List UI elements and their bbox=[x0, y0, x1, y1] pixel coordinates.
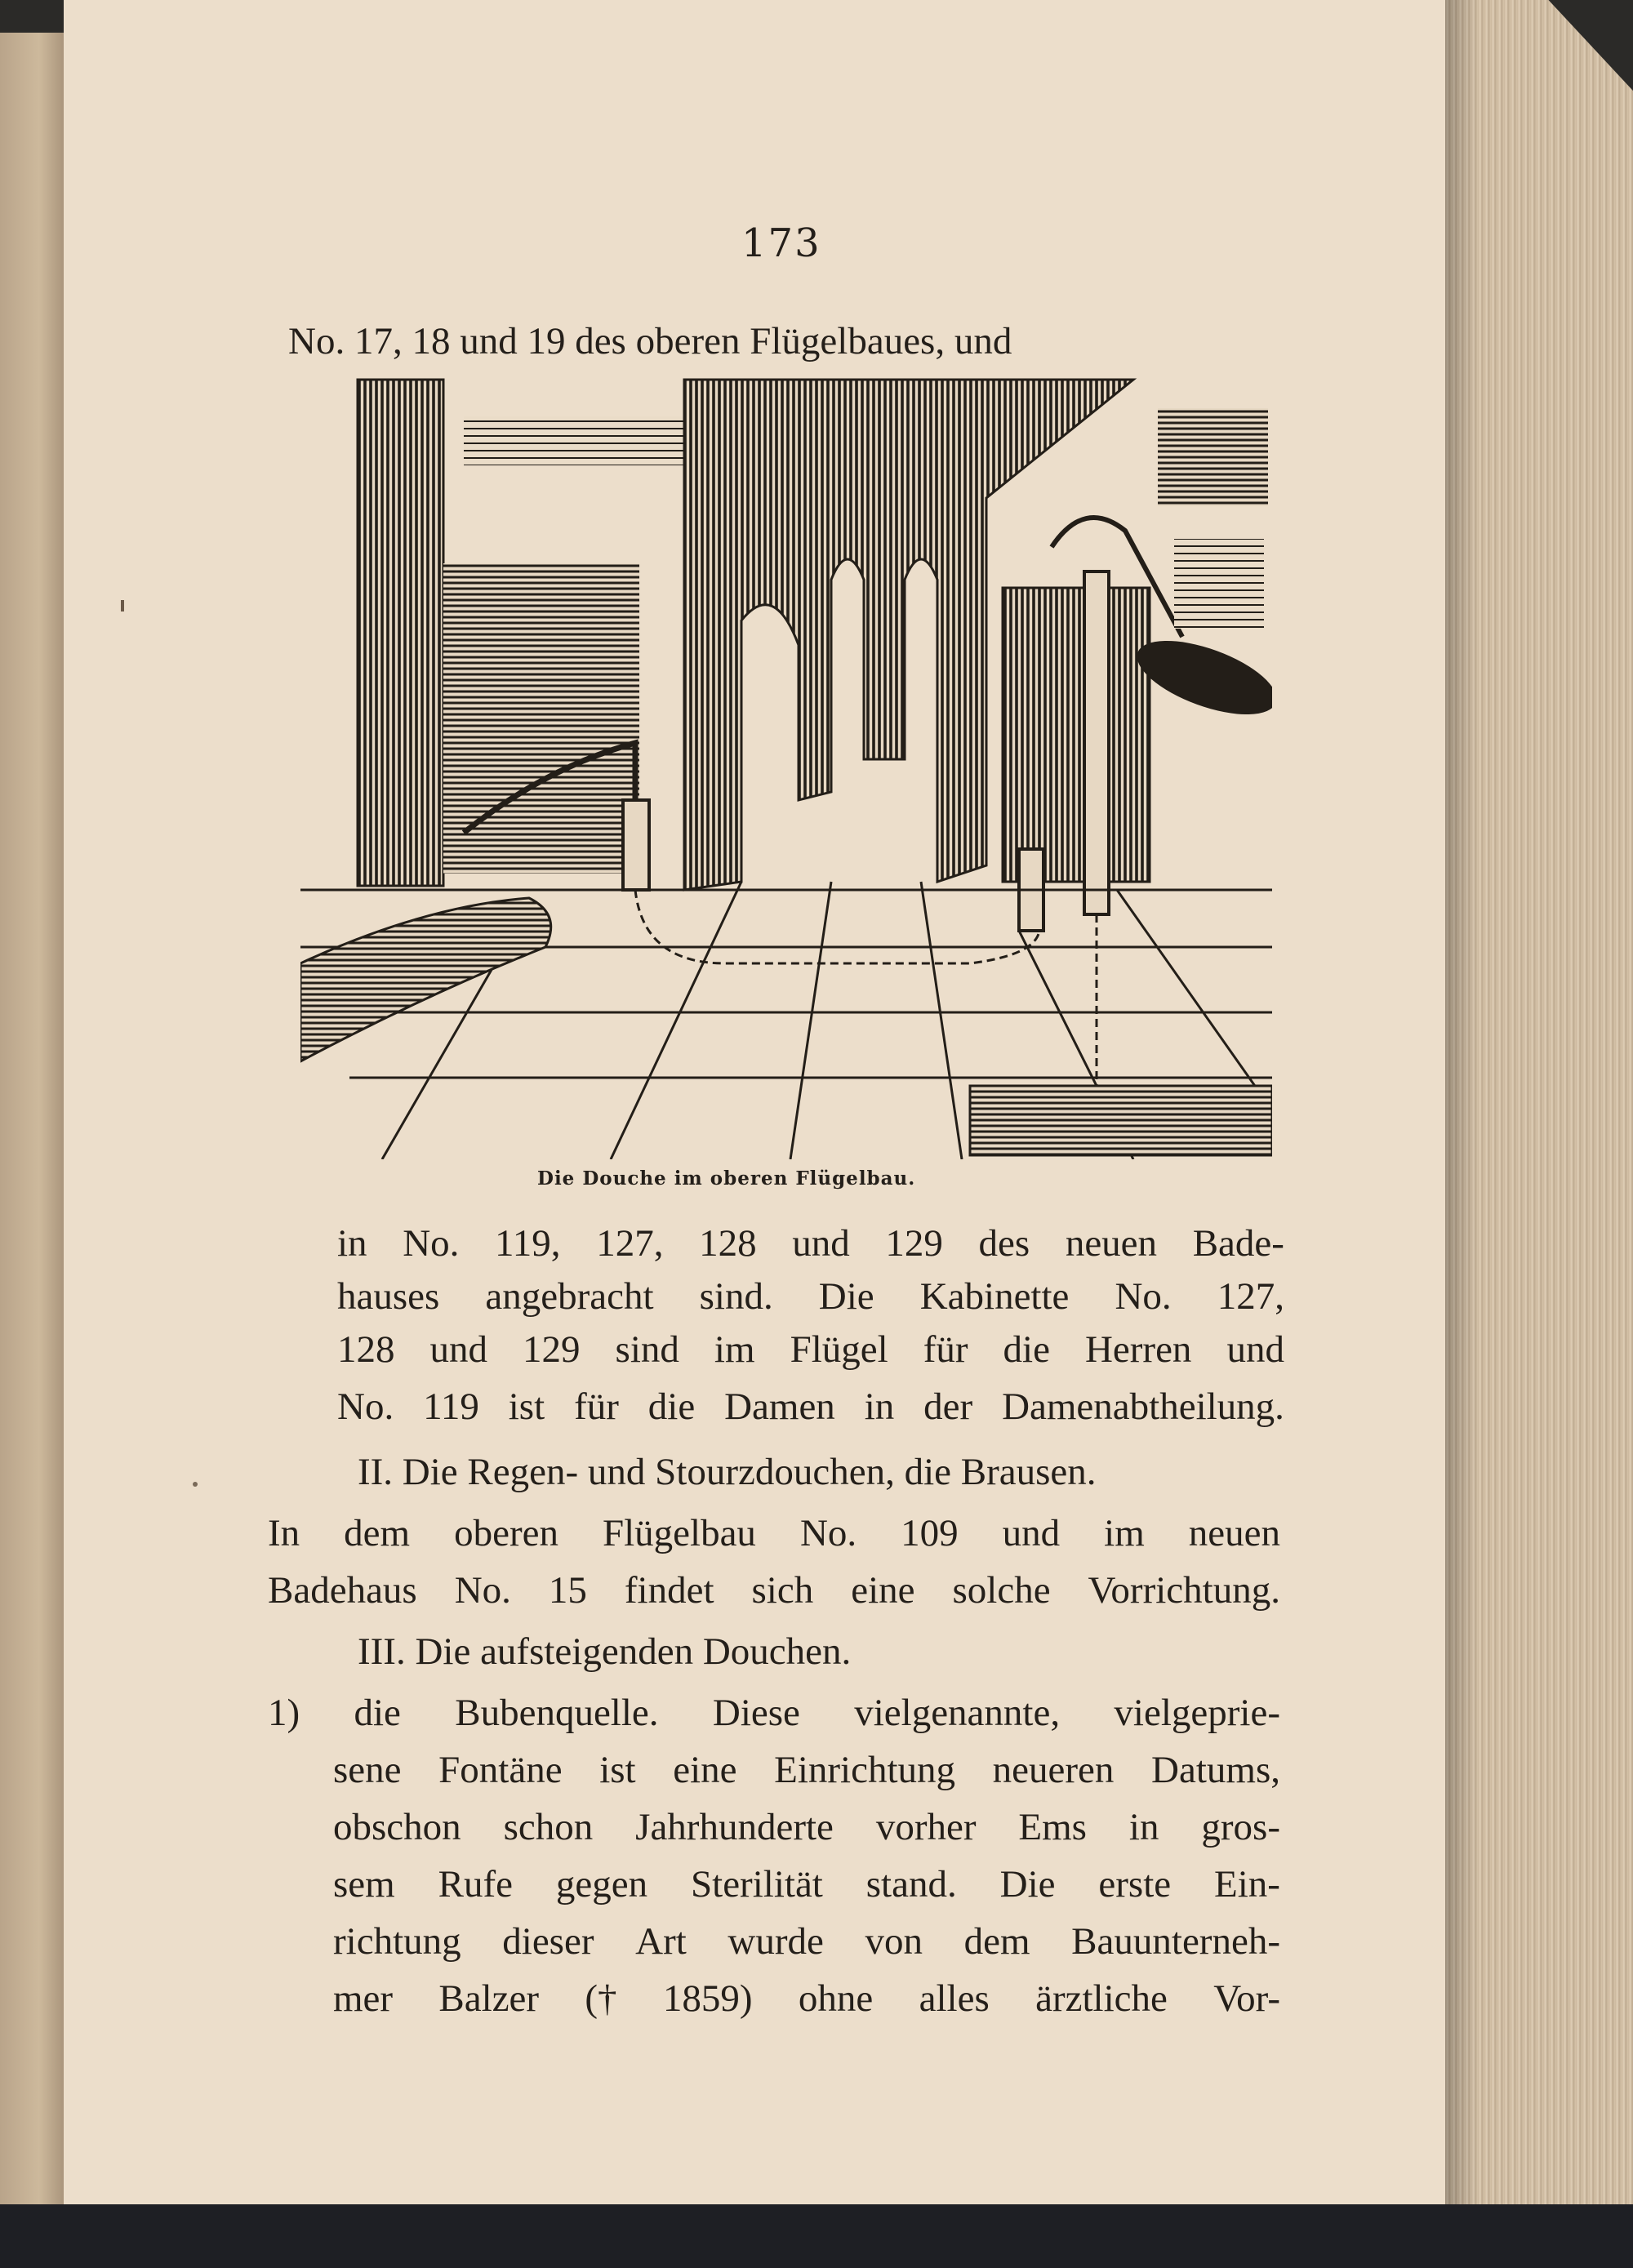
opening-line: No. 17, 18 und 19 des oberen Flügelbaues, und bbox=[288, 320, 1012, 362]
section-2-line-2: Badehaus No. 15 findet sich eine solche Vorrichtung. bbox=[268, 1569, 1280, 1612]
page-text bbox=[64, 0, 1460, 2237]
figure-caption: Die Douche im oberen Flügelbau. bbox=[537, 1167, 916, 1190]
section-3-line-1: 1) die Bubenquelle. Diese vielgenannte, vielgeprie- bbox=[268, 1692, 1280, 1734]
section-3-line-3: obschon schon Jahrhunderte vorher Ems in gros- bbox=[333, 1806, 1280, 1848]
left-page-edge bbox=[0, 33, 65, 2237]
paragraph-1-line-4: No. 119 ist für die Damen in der Damenabtheilung. bbox=[337, 1385, 1284, 1428]
background-surface bbox=[0, 2204, 1633, 2268]
engraving-douche-illustration bbox=[300, 376, 1272, 1159]
section-3-line-4: sem Rufe gegen Sterilität stand. Die erste Ein- bbox=[333, 1863, 1280, 1906]
paragraph-1-line-1: in No. 119, 127, 128 und 129 des neuen Bade- bbox=[337, 1222, 1284, 1265]
section-3-line-2: sene Fontäne ist eine Einrichtung neueren Datums, bbox=[333, 1749, 1280, 1791]
gutter-shadow bbox=[1445, 0, 1478, 2268]
book-page bbox=[64, 0, 1460, 2268]
section-2-heading: II. Die Regen- und Stourzdouchen, die Brausen. bbox=[358, 1451, 1097, 1493]
section-3-line-6: mer Balzer († 1859) ohne alles ärztliche Vor- bbox=[333, 1977, 1280, 2020]
page-number: 173 bbox=[741, 220, 821, 266]
section-3-heading: III. Die aufsteigenden Douchen. bbox=[358, 1630, 852, 1673]
section-3-line-5: richtung dieser Art wurde von dem Bauunterneh- bbox=[333, 1920, 1280, 1963]
section-2-line-1: In dem oberen Flügelbau No. 109 und im neuen bbox=[268, 1512, 1280, 1554]
page-paper bbox=[64, 0, 1460, 2237]
paragraph-1-line-2: hauses angebracht sind. Die Kabinette No. 127, bbox=[337, 1275, 1284, 1318]
paragraph-1-line-3: 128 und 129 sind im Flügel für die Herren und bbox=[337, 1328, 1284, 1371]
